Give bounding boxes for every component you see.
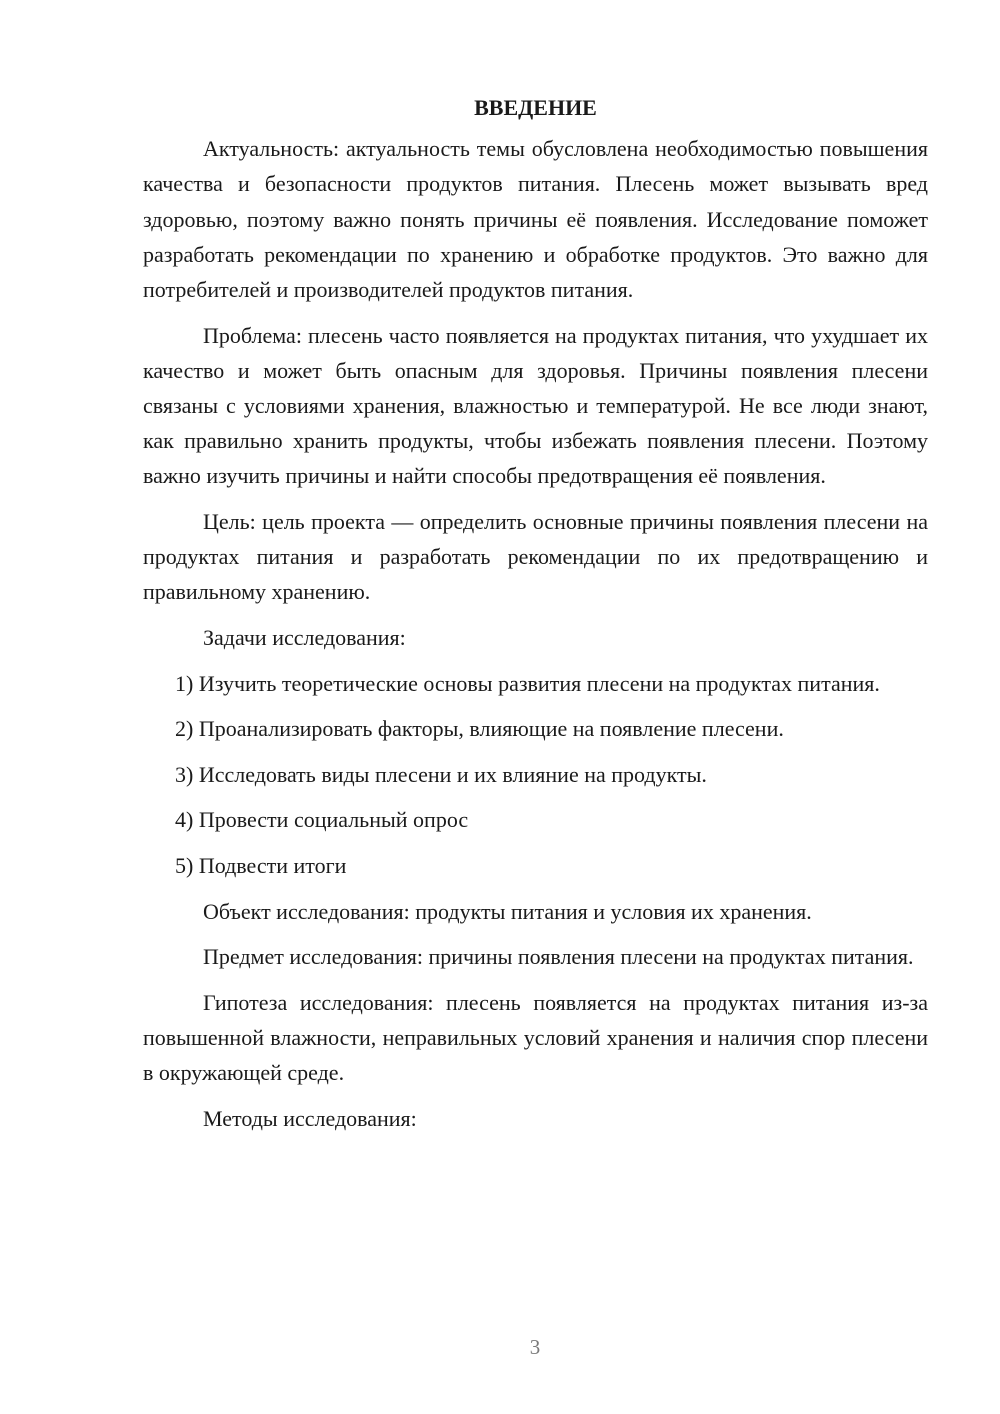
paragraph-object: Объект исследования: продукты питания и условия их хранения. [203,898,812,924]
page-number: 3 [529,1335,541,1359]
task-item-1: 1) Изучить теоретические основы развития плесени на продуктах питания. [175,670,880,696]
task-item-5: 5) Подвести итоги [175,852,347,878]
task-item-3: 3) Исследовать виды плесени и их влияние на продукты. [175,761,707,787]
paragraph-problem: Проблема: плесень часто появляется на продуктах питания, что ухудшает их качество и может быть опасным для здоровья. Причины появления плесени связаны с условиями хранения, влажностью и температурой. Не все люди знают, как правильно хранить продукты, чтобы избежать появления плесени. Поэтому важно изучить причины и найти способы предотвращения её появления. [143,322,928,489]
paragraph-methods: Методы исследования: [203,1105,417,1131]
paragraph-subject: Предмет исследования: причины появления плесени на продуктах питания. [203,944,914,970]
task-item-2: 2) Проанализировать факторы, влияющие на появление плесени. [175,716,784,742]
tasks-heading: Задачи исследования: [203,625,406,651]
paragraph-actuality: Актуальность: актуальность темы обусловлена необходимостью повышения качества и безопасности продуктов питания. Плесень может вызывать вред здоровью, поэтому важно понять причины её появления. Исследование поможет разработать рекомендации по хранению и обработке продуктов. Это важно для потребителей и производителей продуктов питания. [143,136,928,303]
paragraph-hypothesis: Гипотеза исследования: плесень появляется на продуктах питания из-за повышенной влажности, неправильных условий хранения и наличия спор плесени в окружающей среде. [143,989,928,1086]
page-title: ВВЕДЕНИЕ [474,95,597,120]
task-item-4: 4) Провести социальный опрос [175,807,469,833]
page-content [143,90,928,1146]
paragraph-goal: Цель: цель проекта — определить основные причины появления плесени на продуктах питания и разработать рекомендации по их предотвращению и правильному хранению. [143,509,928,605]
